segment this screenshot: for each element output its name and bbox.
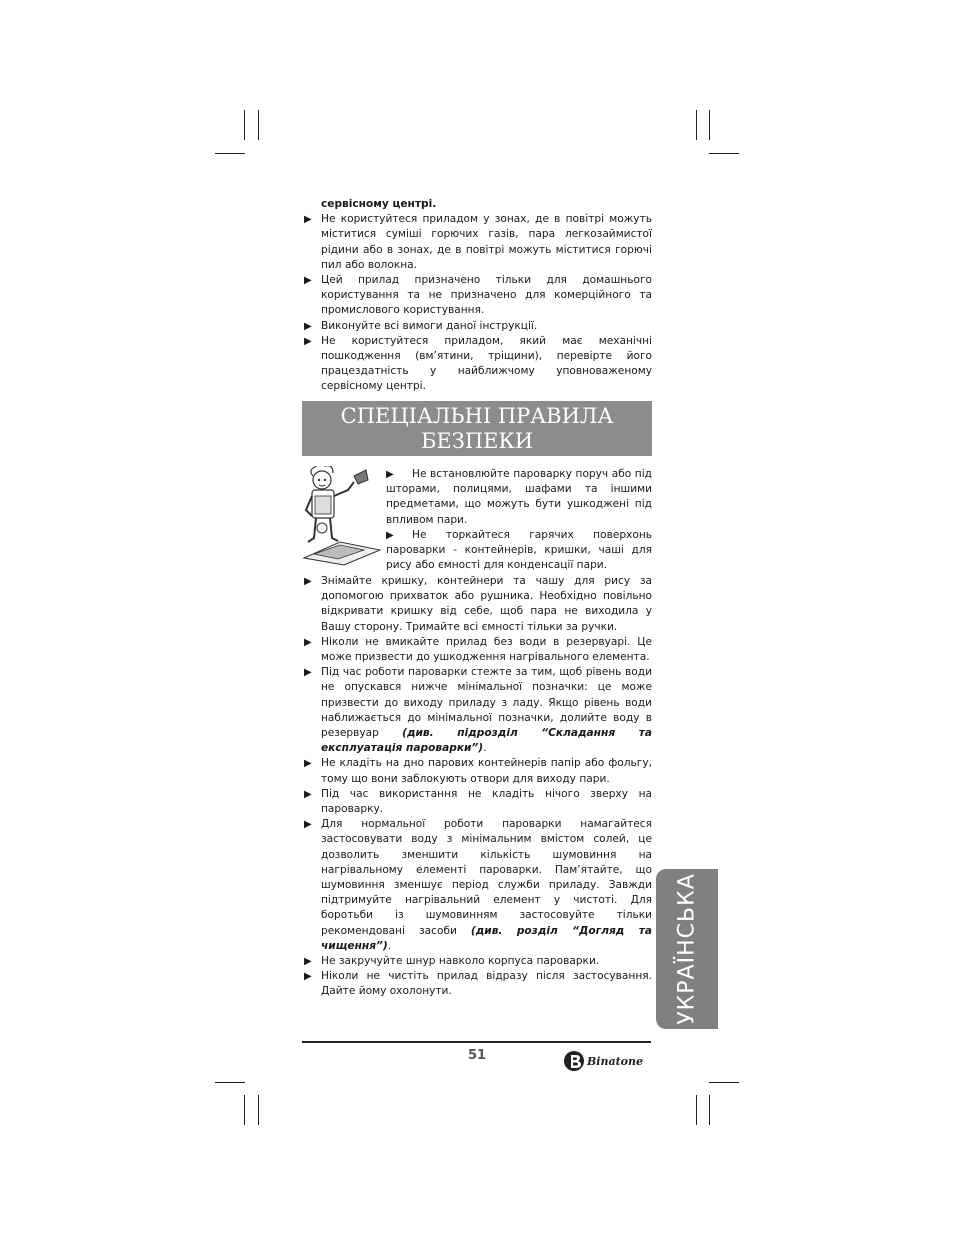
bullet-arrow-icon: ▶	[386, 469, 394, 480]
list-item: ▶ Знімайте кришку, контейнери та чашу для рису за допомогою прихваток або рушника. Необхідно повільно відкривати кришку від себе, щоб пара не виходила у Вашу сторону. Тримайте всі ємності тільки за ручки.	[304, 575, 652, 633]
bullet-arrow-icon: ▶	[304, 667, 312, 679]
brand-logo	[563, 1050, 653, 1074]
illustration-items	[386, 467, 652, 573]
main-items	[304, 574, 652, 1000]
crop-mark	[215, 1082, 245, 1083]
crop-mark	[709, 1082, 739, 1083]
language-tab-label: УКРАЇНСЬКА	[674, 873, 700, 1025]
list-item: ▶ Не користуйтеся приладом у зонах, де в повітрі можуть міститися суміші горючих газів, пара легкозаймистої рідини або в зонах, де в повітрі можуть міститися горючі пил або волокна.	[304, 213, 652, 271]
cross-reference: (див. розділ “Догляд та чищення”)	[321, 924, 652, 952]
section-heading	[302, 401, 652, 456]
list-item: ▶ Ніколи не вмикайте прилад без води в резервуарі. Це може призвести до ушкодження нагрівального елемента.	[304, 635, 652, 664]
list-item: ▶ Під час використання не кладіть нічого зверху на пароварку.	[304, 787, 652, 816]
list-item: ▶ Ніколи не чистіть прилад відразу після застосування. Дайте йому охолонути.	[304, 970, 652, 998]
list-item: ▶ Не користуйтеся приладом, який має механічні пошкодження (вм’ятини, тріщини), перевірте його працездатність у найближчому уповноваженому сервісному центрі.	[304, 334, 652, 393]
bullet-arrow-icon: ▶	[304, 636, 312, 648]
bullet-arrow-icon: ▶	[304, 758, 312, 770]
bullet-arrow-icon: ▶	[304, 788, 312, 800]
top-block	[304, 197, 652, 395]
brand-name: Binatone	[587, 1055, 644, 1068]
list-item: ▶ Виконуйте всі вимоги даної інструкції.	[304, 319, 652, 334]
bullet-arrow-icon: ▶	[304, 971, 312, 983]
crop-mark	[258, 1095, 259, 1125]
bullet-arrow-icon: ▶	[304, 335, 312, 347]
list-item: ▶ Не торкайтеся гарячих поверхонь пароварки - контейнерів, кришки, чаші для рису або ємності для конденсації пари.	[386, 528, 652, 572]
list-item: ▶ Не кладіть на дно парових контейнерів папір або фольгу, тому що вони заблокують отвори для виходу пари.	[304, 757, 652, 785]
bullet-arrow-icon: ▶	[386, 529, 394, 541]
cross-reference: (див. підрозділ “Складання та експлуатація пароварки”)	[321, 727, 652, 755]
list-item: ▶ Під час роботи пароварки стежте за тим, щоб рівень води не опускався нижче мінімальної позначки: це може призвести до виходу приладу з ладу. Якщо рівень води наближається до мінімальної позначки, долийте воду в резервуар (див. підрозділ “Складання та експлуатація пароварки”).	[304, 666, 652, 755]
crop-mark	[258, 110, 259, 140]
bullet-arrow-icon: ▶	[304, 956, 312, 968]
list-item: ▶ Не встановлюйте пароварку поруч або під шторами, полицями, шафами та іншими предметами, що можуть бути ушкоджені під впливом пари.	[386, 468, 652, 526]
crop-mark	[696, 1095, 697, 1125]
list-item: ▶ Для нормальної роботи пароварки намагайтеся застосовувати воду з мінімальним вмістом солей, це дозволить зменшити кількість шумовиння на нагрівальному елементі пароварки. Пам’ятайте, що шумовиння зменшує період служби приладу. Завжди підтримуйте нагрівальний елемент у чистоті. Для боротьби із шумовинням застосовуйте тільки рекомендовані засоби (див. розділ “Догляд та чищення”).	[304, 818, 652, 952]
footer-rule	[302, 1041, 651, 1043]
list-item: ▶ Не закручуйте шнур навколо корпуса пароварки.	[304, 954, 652, 969]
list-item: ▶ Цей прилад призначено тільки для домашнього користування та не призначено для комерційного та промислового користування.	[304, 274, 652, 317]
section-heading-line2: БЕЗПЕКИ	[420, 429, 534, 453]
bullet-arrow-icon: ▶	[304, 576, 312, 587]
bullet-arrow-icon: ▶	[304, 819, 312, 831]
crop-mark	[709, 1095, 710, 1125]
continuation-text: сервісному центрі.	[321, 198, 437, 210]
safety-worker-illustration	[300, 466, 382, 566]
language-tab	[656, 869, 718, 1029]
section-heading-line1: СПЕЦІАЛЬНІ ПРАВИЛА	[340, 404, 614, 428]
page-number: 51	[467, 1048, 487, 1063]
crop-mark	[244, 1095, 245, 1125]
crop-mark	[709, 110, 710, 140]
crop-mark	[709, 153, 739, 154]
crop-mark	[215, 153, 245, 154]
bullet-arrow-icon: ▶	[304, 214, 312, 226]
brand-mark-icon	[563, 1050, 585, 1072]
bullet-arrow-icon: ▶	[304, 320, 312, 332]
bullet-arrow-icon: ▶	[304, 275, 312, 287]
crop-mark	[696, 110, 697, 140]
crop-mark	[244, 110, 245, 140]
